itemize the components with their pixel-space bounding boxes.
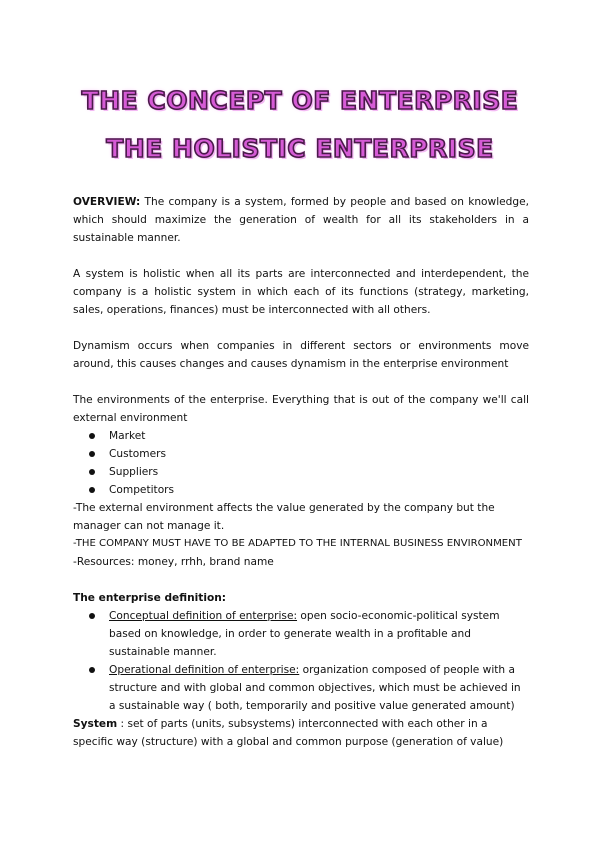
definition-list — [73, 607, 529, 715]
title-line-2: THE HOLISTIC ENTERPRISE — [106, 134, 494, 163]
definition-heading — [73, 589, 529, 607]
environment-note-2: -THE COMPANY MUST HAVE TO BE ADAPTED TO THE INTERNAL BUSINESS ENVIRONMENT — [73, 538, 522, 549]
list-item: Suppliers — [73, 463, 529, 481]
operational-definition-text: organization composed of people with a structure and with global and common objectives, which must be achieved in a sustainable way ( both, temporarily and positive value generated amount) — [109, 664, 521, 712]
title-line-1: THE CONCEPT OF ENTERPRISE — [81, 86, 519, 115]
external-environment-list — [73, 427, 529, 499]
conceptual-definition-text: open socio-economic-political system based on knowledge, in order to generate wealth in a profitable and sustainable manner. — [109, 610, 500, 658]
definition-heading-text: The enterprise definition: — [73, 592, 227, 604]
operational-definition-label: Operational definition of enterprise: — [109, 664, 300, 676]
conceptual-definition-label: Conceptual definition of enterprise: — [109, 610, 298, 622]
system-text: : set of parts (units, subsystems) interconnected with each other in a specific way (structure) with a global and common purpose (generation of value) — [73, 718, 504, 748]
system-label: System — [73, 718, 118, 730]
overview-paragraph — [73, 193, 529, 247]
system-paragraph — [73, 715, 529, 751]
list-item: Customers — [73, 445, 529, 463]
conceptual-definition — [73, 607, 529, 661]
overview-text: The company is a system, formed by people and based on knowledge, which should maximize the generation of wealth for all its stakeholders in a sustainable manner. — [73, 196, 529, 244]
holistic-paragraph: A system is holistic when all its parts are interconnected and interdependent, the company is a holistic system in which each of its functions (strategy, marketing, sales, operations, finances) must be interconnected with all others. — [73, 268, 529, 316]
overview-label: OVERVIEW: — [73, 196, 141, 208]
environment-note-1: -The external environment affects the value generated by the company but the manager can not manage it. — [73, 502, 495, 532]
title-block — [0, 80, 600, 170]
list-item: Competitors — [73, 481, 529, 499]
operational-definition — [73, 661, 529, 715]
environment-note-3: -Resources: money, rrhh, brand name — [73, 556, 274, 568]
list-item: Market — [73, 427, 529, 445]
document-body — [73, 193, 529, 751]
environments-intro: The environments of the enterprise. Everything that is out of the company we'll call external environment — [73, 394, 529, 424]
dynamism-paragraph: Dynamism occurs when companies in different sectors or environments move around, this causes changes and causes dynamism in the enterprise environment — [73, 340, 529, 370]
